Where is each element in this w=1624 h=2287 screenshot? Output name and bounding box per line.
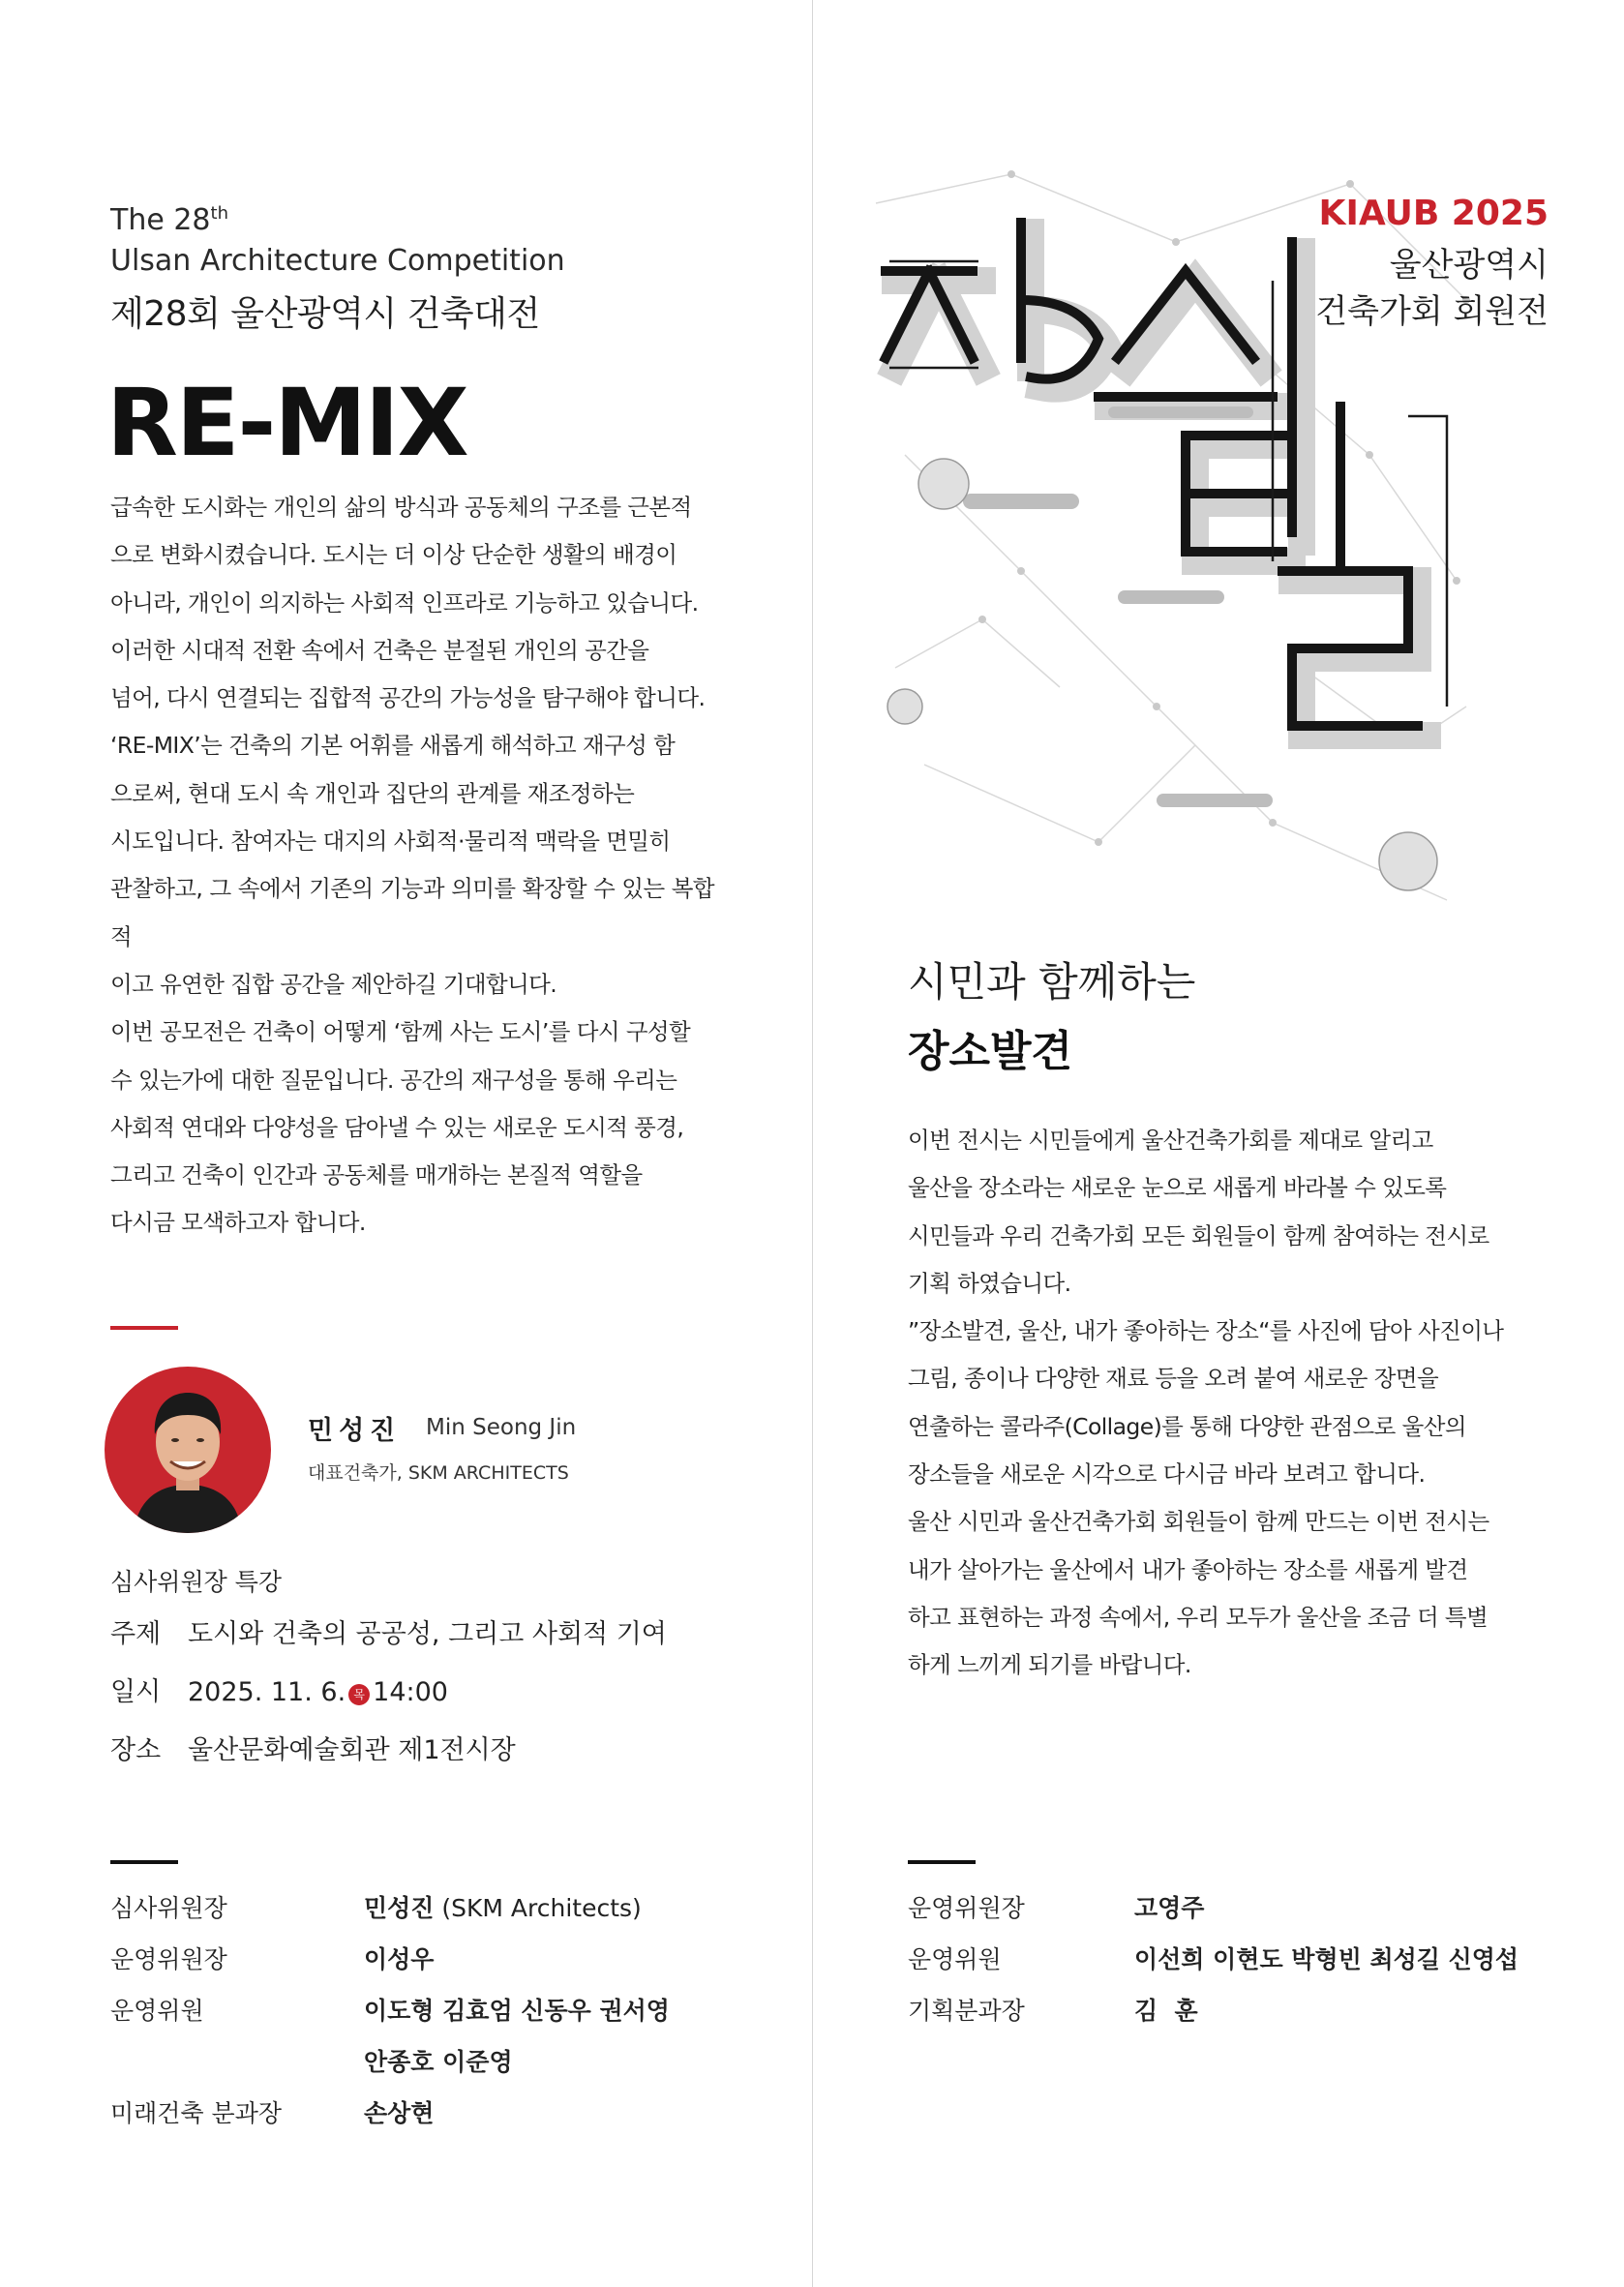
speaker-name-ko: 민성진 [308, 1416, 402, 1446]
weekday-badge: 목 [348, 1684, 370, 1705]
staff-names: 고영주 [1134, 1894, 1205, 1922]
body-line: 하게 느끼게 되기를 바랍니다. [908, 1651, 1191, 1679]
body-line: 그리고 건축이 인간과 공동체를 매개하는 본질적 역할을 [110, 1161, 643, 1189]
staff-names: 안종호 이준영 [364, 2048, 513, 2076]
body-line: 이번 전시는 시민들에게 울산건축가회를 제대로 알리고 [908, 1127, 1433, 1154]
section-rule-black-right [908, 1860, 976, 1864]
lecture-topic: 도시와 건축의 공공성, 그리고 사회적 기여 [188, 1619, 667, 1649]
staff-names: 김 훈 [1134, 1997, 1198, 2025]
lecture-date-label: 일시 [110, 1677, 162, 1707]
body-line: ‘RE-MIX’는 건축의 기본 어휘를 새롭게 해석하고 재구성 함 [110, 732, 676, 760]
lecture-title: 심사위원장 특강 [110, 1568, 282, 1596]
lecture-date-row [110, 1670, 448, 1708]
body-line: 내가 살아가는 울산에서 내가 좋아하는 장소를 새롭게 발견 [908, 1555, 1468, 1583]
body-line: 시도입니다. 참여자는 대지의 사회적·물리적 맥락을 면밀히 [110, 828, 671, 856]
staff-role: 운영위원 [908, 1945, 1002, 1973]
theme-title: RE-MIX [106, 369, 467, 477]
body-line: 이번 공모전은 건축이 어떻게 ‘함께 사는 도시’를 다시 구성할 [110, 1018, 691, 1046]
staff-role: 운영위원장 [110, 1945, 227, 1973]
exhibition-heading-line2: 장소발견 [908, 1027, 1073, 1076]
staff-names: 이성우 [364, 1945, 435, 1973]
body-line: 급속한 도시화는 개인의 삶의 방식과 공동체의 구조를 근본적 [110, 494, 692, 521]
body-line: 아니라, 개인이 의지하는 사회적 인프라로 기능하고 있습니다. [110, 588, 699, 617]
staff-names: 손상현 [364, 2099, 435, 2127]
body-line: ”장소발견, 울산, 내가 좋아하는 장소“를 사진에 담아 사진이나 [908, 1317, 1504, 1345]
competition-title-ko: 제28회 울산광역시 건축대전 [110, 294, 540, 334]
body-line: 기획 하였습니다. [908, 1269, 1071, 1297]
staff-role: 심사위원장 [110, 1894, 227, 1922]
body-line: 다시금 모색하고자 합니다. [110, 1209, 366, 1237]
speaker-name-en: Min Seong Jin [426, 1415, 577, 1440]
staff-names: 이도형 김효엄 신동우 권서영 [364, 1997, 670, 2025]
staff-names: 민성진 (SKM Architects) [364, 1894, 642, 1922]
exhibition-title-ko: 울산광역시 건축가회 회원전 [1315, 246, 1549, 331]
exhibition-heading-line1: 시민과 함께하는 [908, 958, 1196, 1006]
lecture-time: 14:00 [373, 1677, 448, 1707]
body-line: 울산을 장소라는 새로운 눈으로 새롭게 바라볼 수 있도록 [908, 1174, 1447, 1202]
exhibition-title-en: KIAUB 2025 [1318, 194, 1549, 233]
section-rule-black-left [110, 1860, 178, 1864]
body-line: 이고 유연한 집합 공간을 제안하길 기대합니다. [110, 970, 557, 998]
exhibition-description [908, 1117, 1512, 1690]
body-line: 으로써, 현대 도시 속 개인과 집단의 관계를 재조정하는 [110, 779, 635, 807]
lecture-place-row [110, 1729, 516, 1766]
staff-role: 운영위원장 [908, 1894, 1025, 1922]
body-line: 연출하는 콜라주(Collage)를 통해 다양한 관점으로 울산의 [908, 1412, 1466, 1440]
staff-names: 이선희 이현도 박형빈 최성길 신영섭 [1134, 1945, 1519, 1973]
speaker-portrait [105, 1367, 271, 1533]
body-line: 울산 시민과 울산건축가회 회원들이 함께 만드는 이번 전시는 [908, 1508, 1489, 1536]
lecture-topic-row [110, 1612, 667, 1650]
lecture-topic-label: 주제 [110, 1619, 162, 1649]
staff-role: 미래건축 분과장 [110, 2099, 282, 2127]
body-line: 하고 표현하는 과정 속에서, 우리 모두가 울산을 조금 더 특별 [908, 1603, 1489, 1631]
speaker-role: 대표건축가, SKM ARCHITECTS [308, 1462, 569, 1484]
lecture-date: 2025. 11. 6. [188, 1677, 346, 1707]
body-line: 시민들과 우리 건축가회 모든 회원들이 함께 참여하는 전시로 [908, 1221, 1489, 1249]
body-line: 관찰하고, 그 속에서 기존의 기능과 의미를 확장할 수 있는 복합적 [110, 875, 714, 950]
competition-description [110, 484, 714, 1248]
staff-role: 운영위원 [110, 1997, 204, 2025]
body-line: 사회적 연대와 다양성을 담아낼 수 있는 새로운 도시적 풍경, [110, 1113, 684, 1141]
lecture-place: 울산문화예술회관 제1전시장 [188, 1735, 516, 1765]
body-line: 장소들을 새로운 시각으로 다시금 바라 보려고 합니다. [908, 1460, 1426, 1489]
body-line: 으로 변화시켰습니다. 도시는 더 이상 단순한 생활의 배경이 [110, 541, 677, 569]
body-line: 넘어, 다시 연결되는 집합적 공간의 가능성을 탐구해야 합니다. [110, 684, 706, 712]
lecture-place-label: 장소 [110, 1735, 162, 1765]
staff-role: 기획분과장 [908, 1997, 1025, 2025]
competition-title-en: The 28th Ulsan Architecture Competition [110, 203, 565, 278]
body-line: 그림, 종이나 다양한 재료 등을 오려 붙여 새로운 장면을 [908, 1365, 1439, 1393]
body-line: 수 있는가에 대한 질문입니다. 공간의 재구성을 통해 우리는 [110, 1066, 677, 1094]
column-divider [812, 0, 813, 2287]
section-rule-red [110, 1326, 178, 1330]
body-line: 이러한 시대적 전환 속에서 건축은 분절된 개인의 공간을 [110, 636, 649, 664]
